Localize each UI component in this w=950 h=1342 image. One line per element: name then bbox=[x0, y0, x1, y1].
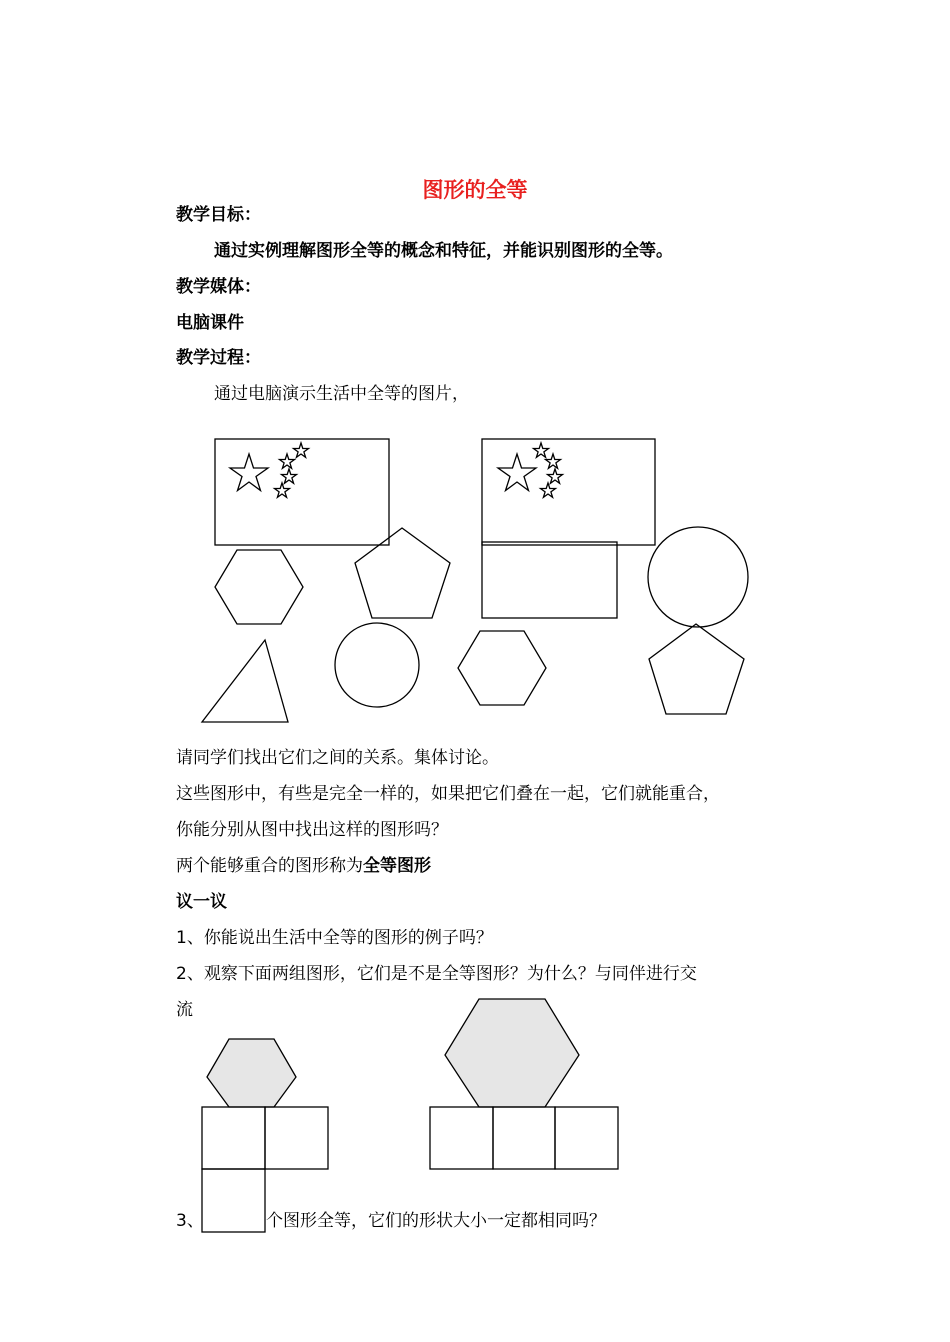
question-3-suffix: 个图形全等，它们的形状大小一定都相同吗？ bbox=[266, 1211, 606, 1231]
paragraph-line-2: 你能分别从图中找出这样的图形吗？ bbox=[176, 820, 448, 840]
document-title: 图形的全等 bbox=[422, 178, 528, 202]
paragraph-line-1: 这些图形中，有些是完全一样的，如果把它们叠在一起，它们就能重合， bbox=[176, 784, 720, 804]
question-2-line-1: 2、观察下面两组图形，它们是不是全等图形？为什么？与同伴进行交 bbox=[176, 964, 697, 984]
pentagon-shape bbox=[649, 624, 744, 714]
flag-left bbox=[215, 439, 389, 545]
objective-text: 通过实例理解图形全等的概念和特征，并能识别图形的全等。 bbox=[214, 241, 673, 261]
intro-text: 通过电脑演示生活中全等的图片， bbox=[214, 384, 469, 404]
hexagon-shape bbox=[215, 550, 303, 624]
flag-right bbox=[482, 439, 655, 545]
circle-shape bbox=[648, 527, 748, 627]
definition-line bbox=[176, 855, 431, 877]
hexagon-shape bbox=[458, 631, 546, 705]
rectangle-shape bbox=[482, 542, 617, 618]
media-text: 电脑课件 bbox=[176, 313, 244, 333]
media-heading: 教学媒体： bbox=[176, 277, 261, 297]
discuss-heading: 议一议 bbox=[176, 892, 227, 912]
process-heading: 教学过程： bbox=[176, 348, 261, 368]
figure-group-right bbox=[430, 999, 618, 1169]
triangle-shape bbox=[202, 640, 288, 722]
definition-term: 全等图形 bbox=[363, 856, 431, 876]
question-2-line-2: 流 bbox=[176, 1000, 193, 1020]
figure-group-left bbox=[202, 1039, 328, 1232]
discussion-prompt: 请同学们找出它们之间的关系。集体讨论。 bbox=[176, 748, 499, 768]
definition-prefix: 两个能够重合的图形称为 bbox=[176, 856, 363, 876]
objective-heading: 教学目标： bbox=[176, 205, 261, 225]
question-3-prefix: 3、 bbox=[176, 1211, 204, 1231]
pentagon-shape bbox=[355, 528, 450, 618]
question-1: 1、你能说出生活中全等的图形的例子吗？ bbox=[176, 928, 493, 948]
circle-shape bbox=[335, 623, 419, 707]
